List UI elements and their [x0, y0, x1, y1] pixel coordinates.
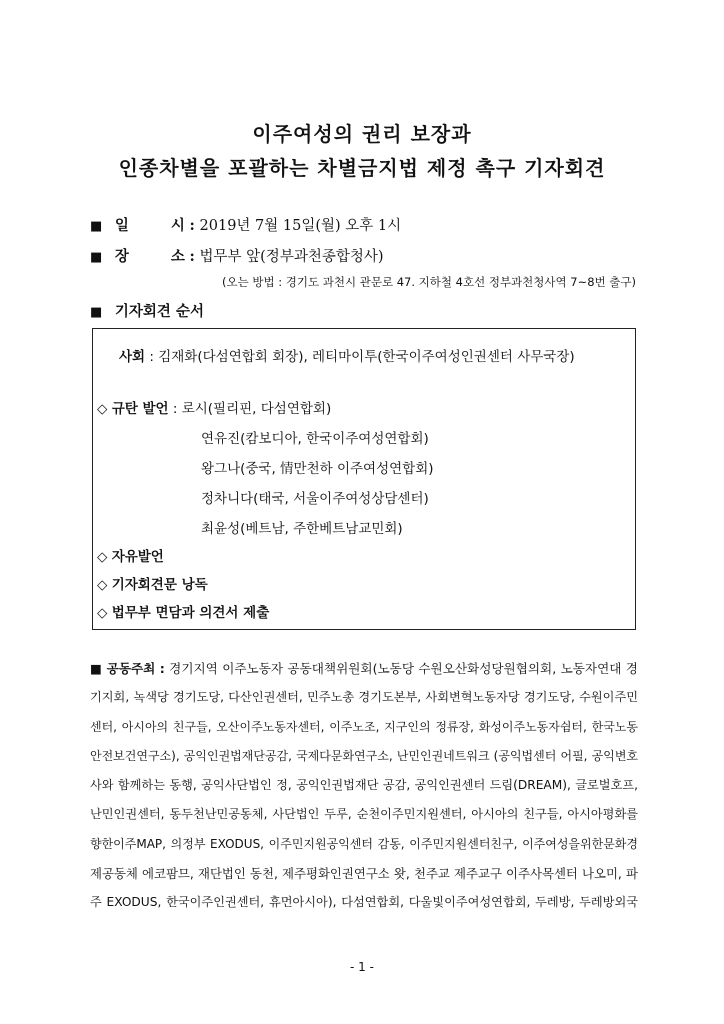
place-sep: :	[189, 248, 195, 265]
document-title-line1: 이주여성의 권리 보장과	[252, 122, 472, 146]
program-item-label: 기자회견문 낭독	[111, 577, 208, 593]
square-bullet-icon: ■	[90, 661, 103, 676]
organizers-paragraph	[90, 654, 638, 918]
speaker-2: 연유진(캄보디아, 한국이주여성연합회)	[201, 431, 429, 447]
square-bullet-icon: ■	[90, 305, 103, 320]
speaker-5: 최윤성(베트남, 주한베트남교민회)	[201, 521, 403, 537]
diamond-bullet-icon: ◇	[97, 605, 108, 621]
date-row	[90, 214, 401, 235]
document-title-line2: 인종차별을 포괄하는 차별금지법 제정 촉구 기자회견	[118, 156, 606, 180]
square-bullet-icon: ■	[90, 250, 103, 265]
place-label-b: 소	[170, 248, 185, 265]
organizers-line: 향한이주MAP, 의정부 EXODUS, 이주민지원공익센터 감동, 이주민지원센터친구, 이주여성을위한문화경	[90, 836, 638, 851]
organizers-line: 주 EXODUS, 한국이주인권센터, 휴먼아시아), 다섬연합회, 다울빛이주여성연합회, 두레방, 두레방외국	[90, 895, 638, 910]
place-value: 법무부 앞(정부과천종합청사)	[199, 249, 384, 265]
square-bullet-icon: ■	[90, 219, 103, 234]
program-heading	[90, 300, 204, 321]
program-item-label: 법무부 면담과 의견서 제출	[111, 605, 270, 621]
date-label-a: 일	[114, 217, 129, 234]
speech-label: 규탄 발언	[111, 401, 169, 417]
organizers-line: 안전보건연구소), 공익인권법재단공감, 국제다문화연구소, 난민인권네트워크 (공익법센터 어필, 공익변호	[90, 748, 638, 763]
diamond-bullet-icon: ◇	[97, 577, 108, 593]
place-row	[90, 245, 384, 266]
program-item-free-speech	[97, 545, 164, 565]
program-item-meeting	[97, 601, 269, 621]
organizers-line: 제공동체 에코팜므, 재단법인 동천, 제주평화인권연구소 왓, 천주교 제주교구 이주사목센터 나오미, 파	[90, 866, 638, 882]
diamond-bullet-icon: ◇	[97, 549, 108, 565]
speech-line	[97, 397, 331, 417]
organizers-line: 난민인권센터, 동두천난민공동체, 사단법인 두루, 순천이주민지원센터, 아시아의 친구들, 아시아평화를	[90, 807, 638, 822]
program-box	[92, 328, 636, 630]
speaker-1: : 로시(필리핀, 다섬연합회)	[172, 401, 332, 417]
organizers-line	[90, 654, 638, 683]
organizers-line: 사와 함께하는 동행, 공익사단법인 정, 공익인권법재단 공감, 공익인권센터 드림(DREAM), 글로벌호프,	[90, 778, 638, 793]
mc-value: : 김재화(다섬연합회 회장), 레티마이투(한국이주여성인권센터 사무국장)	[149, 349, 575, 365]
date-value: 2019년 7월 15일(월) 오후 1시	[199, 218, 402, 234]
mc-label: 사회	[119, 349, 146, 365]
directions-note: (오는 방법 : 경기도 과천시 관문로 47. 지하철 4호선 정부과천청사역 7~8번 출구)	[222, 275, 636, 289]
date-sep: :	[189, 217, 195, 234]
organizers-sep: :	[159, 661, 165, 676]
speaker-4: 정차니다(태국, 서울이주여성상담센터)	[201, 491, 429, 507]
organizers-label: 공동주최	[106, 661, 156, 676]
organizers-line: 기지회, 녹색당 경기도당, 다산인권센터, 민주노총 경기도본부, 사회변혁노동자당 경기도당, 수원이주민	[90, 690, 638, 705]
diamond-bullet-icon: ◇	[97, 401, 108, 417]
place-label-a: 장	[114, 248, 129, 265]
date-label-b: 시	[170, 217, 185, 234]
page-number: - 1 -	[350, 960, 374, 974]
program-label: 기자회견 순서	[114, 303, 204, 320]
mc-line	[119, 345, 575, 365]
program-item-statement	[97, 573, 208, 593]
organizers-text: 경기지역 이주노동자 공동대책위원회(노동당 수원오산화성당원협의회, 노동자연대 경	[169, 661, 638, 676]
speaker-3: 왕그나(중국, 情만천하 이주여성연합회)	[201, 461, 434, 477]
program-item-label: 자유발언	[111, 549, 164, 565]
organizers-line: 센터, 아시아의 친구들, 오산이주노동자센터, 이주노조, 지구인의 정류장, 화성이주노동자쉼터, 한국노동	[90, 719, 638, 734]
